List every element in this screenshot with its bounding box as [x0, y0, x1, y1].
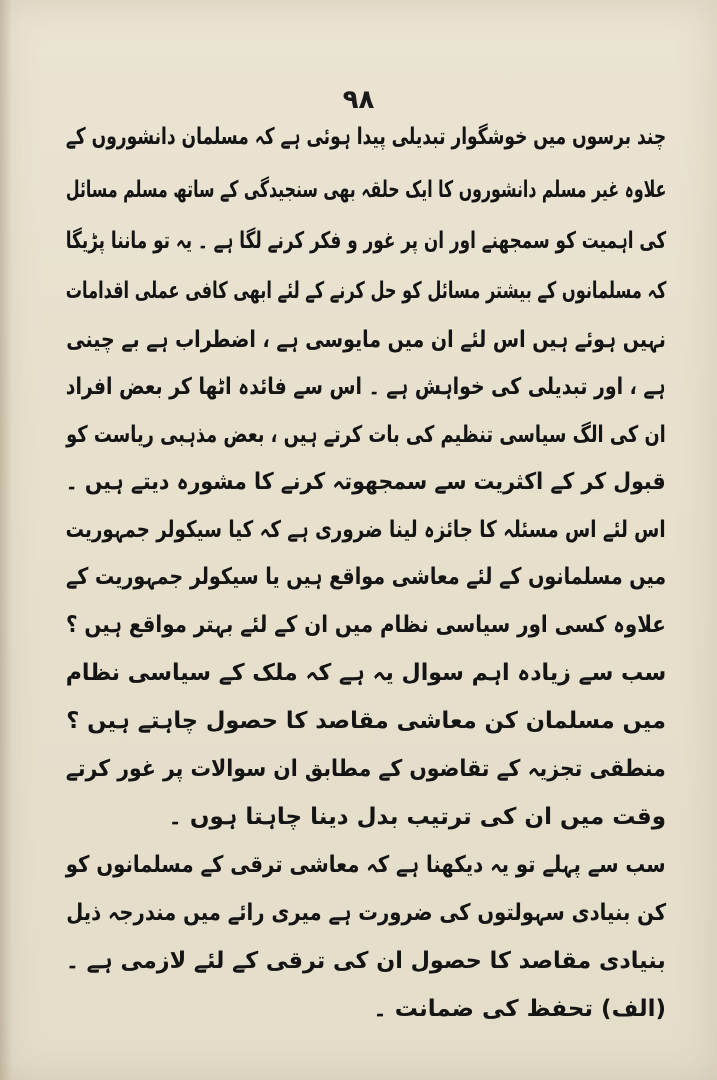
- text-line: قبول کر کے اکثریت سے سمجھوتہ کرنے کا مشورہ دیتے ہیں ۔: [65, 469, 666, 495]
- text-line: علاوہ غیر مسلم دانشوروں کا ایک حلقہ بھی سنجیدگی کے ساتھ مسلم مسائل: [65, 177, 666, 203]
- text-line: بنیادی مقاصد کا حصول ان کی ترقی کے لئے لازمی ہے ۔: [66, 948, 666, 974]
- text-line: نہیں ہوئے ہیں اس لئے ان میں مایوسی ہے ، اضطراب ہے بے چینی: [66, 327, 666, 353]
- text-line: سب سے زیادہ اہم سوال یہ ہے کہ ملک کے سیاسی نظام: [65, 660, 666, 686]
- text-line: وقت میں ان کی ترتیب بدل دینا چاہتا ہوں ۔: [168, 804, 666, 830]
- text-line: ان کی الگ سیاسی تنظیم کی بات کرتے ہیں ، بعض مذہبی ریاست کو: [66, 422, 666, 448]
- page-number: ۹۸: [342, 85, 375, 115]
- text-line: میں مسلمانوں کے لئے معاشی مواقع ہیں یا سیکولر جمہوریت کے: [65, 564, 666, 590]
- page-edge-shadow: [0, 0, 12, 1080]
- text-line: ہے ، اور تبدیلی کی خواہش ہے ۔ اس سے فائدہ اٹھا کر بعض افراد: [66, 374, 666, 400]
- text-line: کی اہمیت کو سمجھنے اور ان پر غور و فکر کرنے لگا ہے ۔ یہ تو ماننا پڑیگا: [65, 228, 666, 254]
- text-line: کن بنیادی سہولتوں کی ضرورت ہے میری رائے میں مندرجہ ذیل: [66, 900, 666, 926]
- text-line: علاوہ کسی اور سیاسی نظام میں ان کے لئے بہتر مواقع ہیں ؟: [66, 612, 666, 638]
- text-line: چند برسوں میں خوشگوار تبدیلی پیدا ہوئی ہے کہ مسلمان دانشوروں کے: [65, 124, 666, 150]
- text-line: اس لئے اس مسئلہ کا جائزہ لینا ضروری ہے کہ کیا سیکولر جمہوریت: [66, 517, 666, 543]
- text-line: کہ مسلمانوں کے بیشتر مسائل کو حل کرنے کے لئے ابھی کافی عملی اقدامات: [65, 278, 666, 304]
- text-line: (الف) تحفظ کی ضمانت ۔: [373, 996, 666, 1022]
- text-line: میں مسلمان کن معاشی مقاصد کا حصول چاہتے ہیں ؟: [66, 708, 666, 734]
- text-line: سب سے پہلے تو یہ دیکھنا ہے کہ معاشی ترقی کے مسلمانوں کو: [66, 852, 666, 878]
- body-text: [62, 0, 666, 1080]
- text-line: منطقی تجزیہ کے تقاضوں کے مطابق ان سوالات پر غور کرتے: [66, 756, 666, 782]
